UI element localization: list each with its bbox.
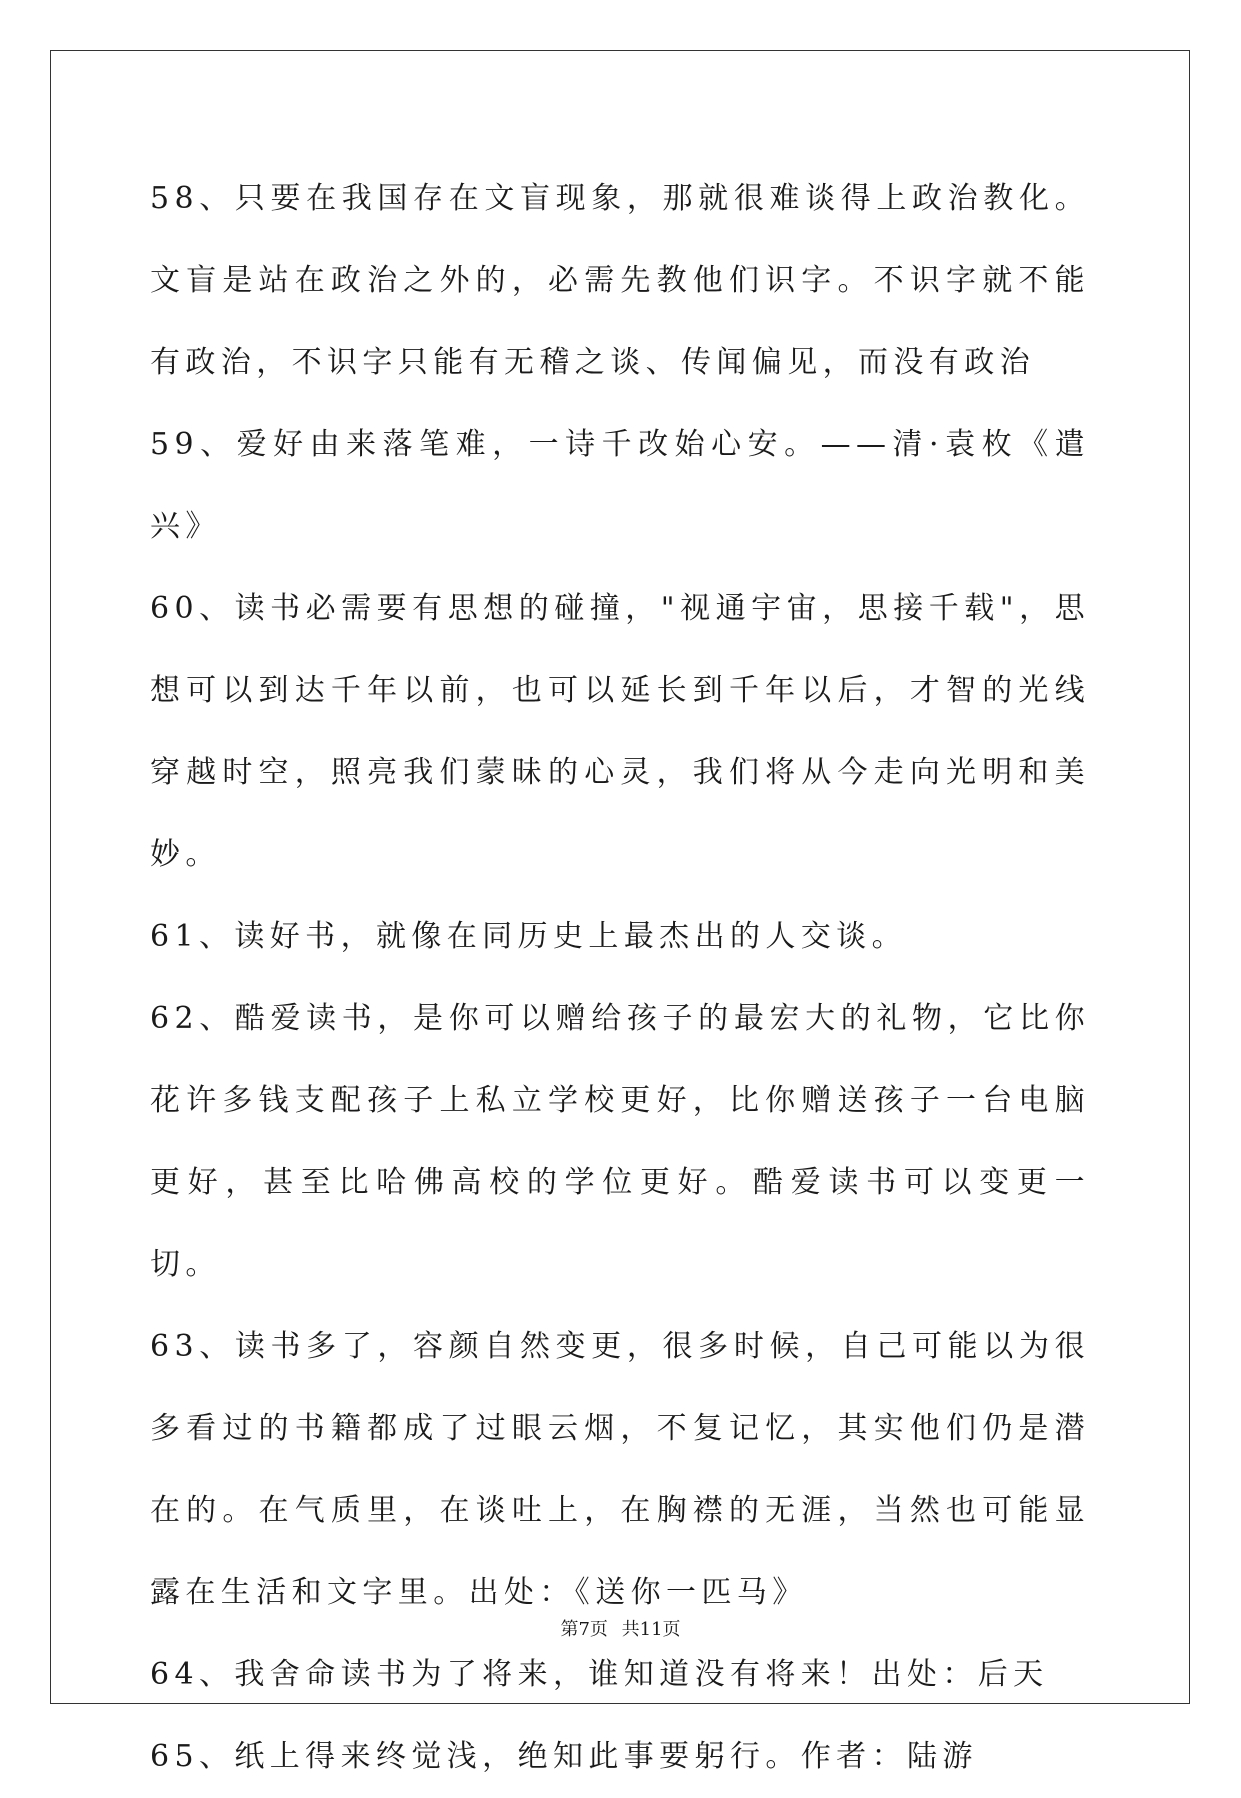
- paragraph-62: 62、酷爱读书，是你可以赠给孩子的最宏大的礼物，它比你花许多钱支配孩子上私立学校更好，比你赠送孩子一台电脑更好，甚至比哈佛高校的学位更好。酷爱读书可以变更一切。: [150, 1001, 1090, 1282]
- paragraph-58: 58、只要在我国存在文盲现象，那就很难谈得上政治教化。文盲是站在政治之外的，必需先教他们识字。不识字就不能有政治，不识字只能有无稽之谈、传闻偏见，而没有政治: [150, 181, 1090, 380]
- paragraph-61: 61、读好书，就像在同历史上最杰出的人交谈。: [150, 919, 907, 954]
- paragraph-63: 63、读书多了，容颜自然变更，很多时候，自己可能以为很多看过的书籍都成了过眼云烟，不复记忆，其实他们仍是潜在的。在气质里，在谈吐上，在胸襟的无涯，当然也可能显露在生活和文字里。出处：《送你一匹马》: [150, 1329, 1090, 1610]
- page-footer: [0, 1615, 1241, 1641]
- paragraph-59: 59、爱好由来落笔难，一诗千改始心安。——清·袁枚《遣兴》: [150, 427, 1090, 544]
- paragraph-65: 65、纸上得来终觉浅，绝知此事要躬行。作者：陆游: [150, 1739, 978, 1774]
- page-number: 第7页: [560, 1619, 608, 1640]
- page-total: 共11页: [621, 1619, 681, 1640]
- paragraph-60: 60、读书必需要有思想的碰撞，"视通宇宙，思接千载"，思想可以到达千年以前，也可以延长到千年以后，才智的光线穿越时空，照亮我们蒙昧的心灵，我们将从今走向光明和美妙。: [150, 591, 1090, 872]
- paragraph-64: 64、我舍命读书为了将来，谁知道没有将来！出处：后天: [150, 1657, 1049, 1692]
- document-body: [150, 158, 1090, 1798]
